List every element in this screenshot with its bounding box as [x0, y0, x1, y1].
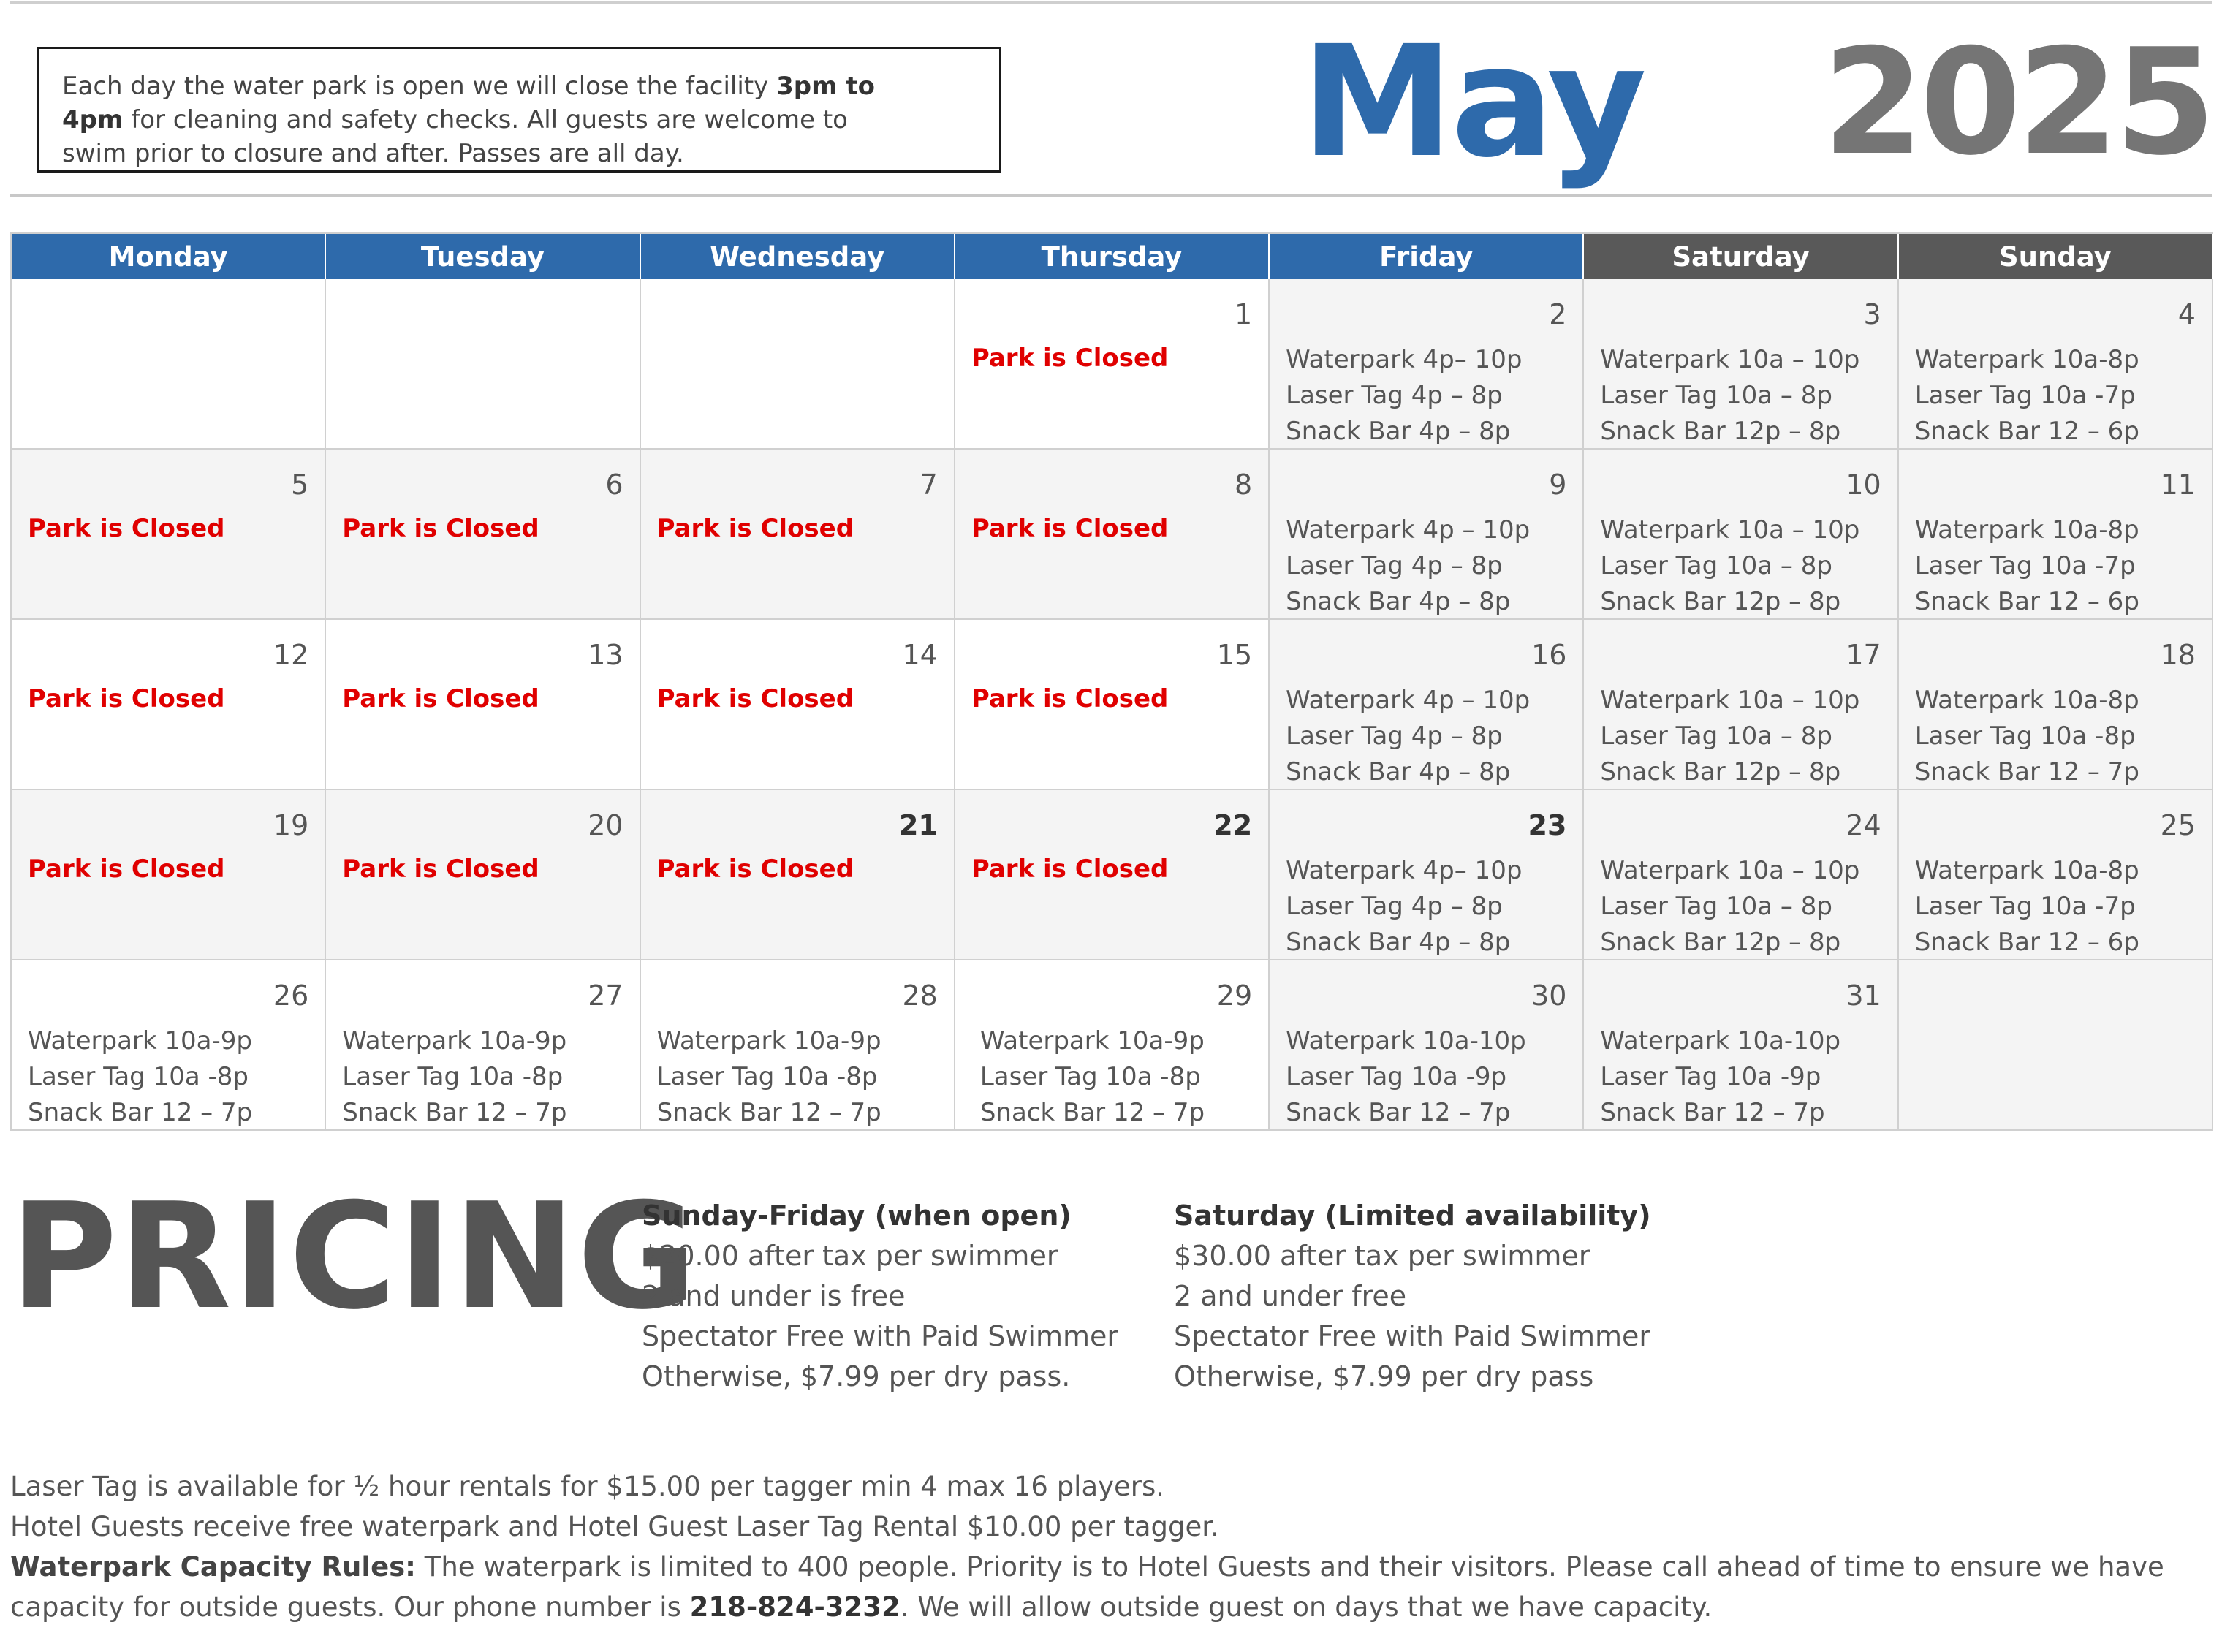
hours-line: Snack Bar 12p – 8p [1600, 417, 1841, 446]
hours-line: Laser Tag 10a – 8p [1600, 551, 1832, 580]
calendar-cell [1899, 620, 2213, 790]
hours-line: Snack Bar 4p – 8p [1286, 587, 1511, 616]
hours-line: Laser Tag 10a -9p [1600, 1062, 1821, 1091]
park-closed-label: Park is Closed [971, 514, 1169, 543]
pricing-line: $20.00 after tax per swimmer [642, 1240, 1058, 1272]
pricing-saturday [1174, 1196, 1651, 1397]
park-closed-label: Park is Closed [342, 684, 539, 713]
calendar-cell [955, 620, 1270, 790]
hours-list [1286, 342, 1522, 450]
date-number: 31 [1846, 980, 1881, 1012]
park-closed-label: Park is Closed [656, 514, 854, 543]
calendar-cell [641, 960, 955, 1131]
top-rule [10, 1, 2212, 4]
capacity-note [10, 1547, 2212, 1627]
date-number: 11 [2160, 469, 2196, 501]
date-number: 12 [273, 639, 309, 671]
hours-list [1915, 342, 2139, 450]
calendar-cell [955, 450, 1270, 620]
hours-list [1286, 1023, 1526, 1131]
calendar-cell [326, 960, 640, 1131]
hours-line: Waterpark 10a-10p [1286, 1026, 1526, 1056]
notice-text: Each day the water park is open we will close the facility [62, 72, 777, 101]
calendar-cell [12, 790, 326, 960]
date-number: 26 [273, 980, 309, 1012]
hours-line: Laser Tag 4p – 8p [1286, 551, 1503, 580]
date-number: 10 [1846, 469, 1881, 501]
phone-number: 218-824-3232 [689, 1591, 900, 1623]
hours-line: Laser Tag 10a -9p [1286, 1062, 1507, 1091]
date-number: 22 [1213, 809, 1253, 841]
notice-time-start: 3pm to [776, 72, 875, 101]
calendar-cell [326, 790, 640, 960]
hours-line: Laser Tag 4p – 8p [1286, 721, 1503, 751]
date-number: 6 [605, 469, 623, 501]
calendar-cell [955, 790, 1270, 960]
date-number: 21 [898, 809, 938, 841]
pricing-line: Spectator Free with Paid Swimmer [1174, 1320, 1651, 1352]
hours-line: Snack Bar 12 – 7p [1600, 1098, 1825, 1127]
hours-line: Laser Tag 10a -8p [1914, 721, 2136, 751]
date-number: 3 [1863, 298, 1881, 330]
hours-line: Laser Tag 10a – 8p [1600, 721, 1832, 751]
notice-text-3: swim prior to closure and after. Passes are all day. [62, 139, 684, 168]
hours-line: Snack Bar 12 – 6p [1914, 417, 2139, 446]
hours-list [1286, 683, 1530, 790]
date-number: 29 [1216, 980, 1253, 1012]
hotel-note: Hotel Guests receive free waterpark and Hotel Guest Laser Tag Rental $10.00 per tagger. [10, 1511, 1219, 1542]
hours-line: Snack Bar 4p – 8p [1286, 417, 1511, 446]
hours-list [1600, 1023, 1840, 1131]
hours-list [1915, 683, 2139, 790]
notice-time-end: 4pm [62, 105, 124, 134]
date-number: 16 [1531, 639, 1567, 671]
hours-list [657, 1023, 881, 1131]
calendar-grid [10, 232, 2213, 1131]
pricing-weekday-heading: Sunday-Friday (when open) [642, 1200, 1072, 1232]
hours-line: Snack Bar 12p – 8p [1600, 587, 1841, 616]
year-title: 2025 [1822, 18, 2212, 188]
hours-line: Waterpark 10a-8p [1914, 345, 2139, 374]
hours-list [28, 1023, 252, 1131]
hours-line: Laser Tag 10a -7p [1914, 892, 2136, 921]
calendar-cell [1270, 450, 1584, 620]
hours-line: Snack Bar 12 – 6p [1914, 928, 2139, 957]
hours-line: Laser Tag 10a – 8p [1600, 892, 1832, 921]
calendar-cell [12, 279, 326, 450]
park-closed-label: Park is Closed [656, 684, 854, 713]
calendar-cell [955, 960, 1270, 1131]
calendar-cell [1584, 790, 1898, 960]
date-number: 23 [1528, 809, 1567, 841]
hours-line: Laser Tag 10a -7p [1914, 551, 2136, 580]
calendar-cell [1270, 960, 1584, 1131]
notice-text-2: for cleaning and safety checks. All guests are welcome to [123, 105, 848, 134]
closure-notice [37, 47, 1001, 173]
hours-list [1915, 512, 2139, 620]
calendar-cell [1899, 960, 2213, 1131]
calendar-cell [1899, 790, 2213, 960]
date-number: 27 [588, 980, 623, 1012]
pricing-weekday [642, 1196, 1118, 1397]
hours-line: Waterpark 10a-8p [1914, 686, 2139, 715]
date-number: 19 [273, 809, 309, 841]
date-number: 5 [291, 469, 309, 501]
date-number: 1 [1234, 298, 1253, 330]
calendar-cell [1584, 960, 1898, 1131]
calendar-cell [1270, 620, 1584, 790]
pricing-line: Spectator Free with Paid Swimmer [642, 1320, 1119, 1352]
day-header-tuesday: Tuesday [326, 234, 640, 279]
park-closed-label: Park is Closed [28, 855, 225, 884]
hours-list [1286, 853, 1522, 960]
hours-line: Waterpark 10a – 10p [1600, 515, 1860, 545]
calendar-cell [1270, 790, 1584, 960]
pricing-saturday-heading: Saturday (Limited availability) [1174, 1200, 1651, 1232]
hours-line: Snack Bar 12 – 7p [656, 1098, 881, 1127]
hours-line: Snack Bar 12 – 7p [1286, 1098, 1511, 1127]
date-number: 2 [1549, 298, 1567, 330]
calendar-cell [326, 620, 640, 790]
hours-line: Waterpark 10a-8p [1914, 515, 2139, 545]
hours-line: Waterpark 10a – 10p [1600, 686, 1860, 715]
hours-list [1286, 512, 1530, 620]
hours-list [1600, 853, 1859, 960]
pricing-line: Otherwise, $7.99 per dry pass. [642, 1360, 1071, 1393]
hours-line: Waterpark 10a – 10p [1600, 856, 1860, 885]
laser-tag-note: Laser Tag is available for ½ hour rentals for $15.00 per tagger min 4 max 16 players. [10, 1471, 1165, 1502]
footer-notes [10, 1466, 2212, 1627]
calendar-cell [1584, 279, 1898, 450]
date-number: 4 [2177, 298, 2196, 330]
header-rule [10, 194, 2212, 197]
calendar-cell [641, 279, 955, 450]
hours-line: Snack Bar 4p – 8p [1286, 928, 1511, 957]
park-closed-label: Park is Closed [342, 855, 539, 884]
pricing-line: Otherwise, $7.99 per dry pass [1174, 1360, 1594, 1393]
pricing-title: PRICING [10, 1172, 699, 1342]
calendar-cell [12, 960, 326, 1131]
calendar-cell [12, 620, 326, 790]
hours-line: Waterpark 4p – 10p [1286, 515, 1531, 545]
day-header-thursday: Thursday [955, 234, 1270, 279]
calendar-cell [326, 279, 640, 450]
hours-line: Waterpark 10a – 10p [1600, 345, 1860, 374]
hours-line: Snack Bar 12p – 8p [1600, 928, 1841, 957]
hours-list [1600, 683, 1859, 790]
calendar-cell [641, 620, 955, 790]
hours-line: Laser Tag 10a – 8p [1600, 381, 1832, 410]
date-number: 17 [1846, 639, 1881, 671]
calendar-cell [1584, 620, 1898, 790]
day-header-saturday: Saturday [1584, 234, 1898, 279]
date-number: 7 [919, 469, 938, 501]
date-number: 28 [902, 980, 938, 1012]
calendar-cell [1584, 450, 1898, 620]
hours-line: Waterpark 10a-9p [656, 1026, 881, 1056]
capacity-text: The waterpark is limited to 400 people. Priority is to Hotel Guests and their visitors. Please call ahead of time to ensure we have capacity for outside guests. Our phone number is [10, 1551, 2164, 1623]
hours-line: Snack Bar 4p – 8p [1286, 757, 1511, 787]
calendar-cell [955, 279, 1270, 450]
capacity-end: . We will allow outside guest on days that we have capacity. [900, 1591, 1713, 1623]
hours-line: Waterpark 10a-9p [342, 1026, 567, 1056]
day-header-friday: Friday [1270, 234, 1584, 279]
hours-line: Waterpark 4p – 10p [1286, 686, 1531, 715]
day-header-monday: Monday [12, 234, 326, 279]
calendar-cell [641, 790, 955, 960]
day-header-sunday: Sunday [1899, 234, 2213, 279]
hours-line: Snack Bar 12 – 7p [342, 1098, 567, 1127]
date-number: 14 [902, 639, 938, 671]
hours-line: Laser Tag 4p – 8p [1286, 892, 1503, 921]
hours-line: Laser Tag 10a -7p [1914, 381, 2136, 410]
hours-line: Waterpark 10a-9p [28, 1026, 252, 1056]
month-title: May [1301, 12, 1645, 192]
hours-line: Snack Bar 12 – 6p [1914, 587, 2139, 616]
pricing-line: $30.00 after tax per swimmer [1174, 1240, 1590, 1272]
date-number: 20 [588, 809, 623, 841]
day-header-wednesday: Wednesday [641, 234, 955, 279]
hours-line: Laser Tag 4p – 8p [1286, 381, 1503, 410]
calendar-cell [1899, 279, 2213, 450]
hours-list [980, 1023, 1205, 1131]
park-closed-label: Park is Closed [342, 514, 539, 543]
hours-list [1915, 853, 2139, 960]
hours-line: Laser Tag 10a -8p [342, 1062, 564, 1091]
date-number: 13 [588, 639, 623, 671]
hours-line: Snack Bar 12p – 8p [1600, 757, 1841, 787]
hours-line: Snack Bar 12 – 7p [1914, 757, 2139, 787]
hours-line: Waterpark 10a-9p [979, 1026, 1205, 1056]
hours-line: Waterpark 10a-8p [1914, 856, 2139, 885]
date-number: 8 [1234, 469, 1253, 501]
park-closed-label: Park is Closed [971, 684, 1169, 713]
calendar-cell [1270, 279, 1584, 450]
hours-line: Waterpark 10a-10p [1600, 1026, 1841, 1056]
park-closed-label: Park is Closed [28, 684, 225, 713]
date-number: 24 [1846, 809, 1881, 841]
calendar-cell [641, 450, 955, 620]
calendar-cell [326, 450, 640, 620]
date-number: 9 [1549, 469, 1567, 501]
park-closed-label: Park is Closed [656, 855, 854, 884]
park-closed-label: Park is Closed [971, 344, 1169, 373]
pricing-line: 2 and under free [1174, 1280, 1407, 1312]
park-closed-label: Park is Closed [971, 855, 1169, 884]
date-number: 25 [2160, 809, 2196, 841]
hours-list [1600, 512, 1859, 620]
hours-line: Waterpark 4p– 10p [1286, 345, 1523, 374]
capacity-label: Waterpark Capacity Rules: [10, 1551, 416, 1583]
park-closed-label: Park is Closed [28, 514, 225, 543]
hours-list [342, 1023, 566, 1131]
hours-line: Waterpark 4p– 10p [1286, 856, 1523, 885]
pricing-line: 2 and under is free [642, 1280, 906, 1312]
date-number: 30 [1531, 980, 1567, 1012]
hours-line: Laser Tag 10a -8p [656, 1062, 878, 1091]
calendar-cell [12, 450, 326, 620]
hours-line: Snack Bar 12 – 7p [28, 1098, 253, 1127]
hours-list [1600, 342, 1859, 450]
calendar-cell [1899, 450, 2213, 620]
hours-line: Laser Tag 10a -8p [979, 1062, 1201, 1091]
date-number: 18 [2160, 639, 2196, 671]
hours-line: Snack Bar 12 – 7p [979, 1098, 1205, 1127]
date-number: 15 [1216, 639, 1253, 671]
hours-line: Laser Tag 10a -8p [28, 1062, 249, 1091]
